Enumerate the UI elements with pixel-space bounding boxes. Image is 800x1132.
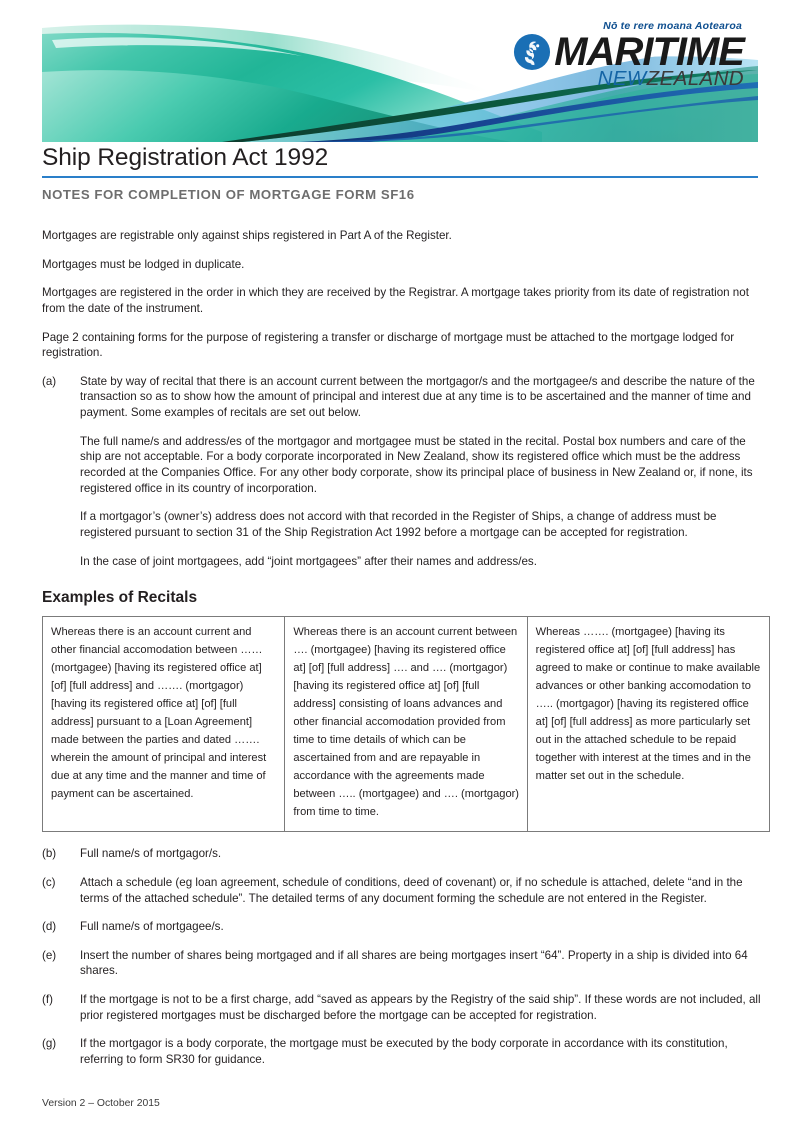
list-paragraph: Full name/s of mortgagee/s.	[80, 920, 224, 934]
recital-example-cell-1: Whereas there is an account current and other financial accomodation between …… (mortgagee) [having its registered office at] [of] [full address] and ……. (mortgagor) [having its registered office at] [of] [full address] pursuant to a [Loan Agreement] made between the parties and dated ……. wherein the amount of principal and interest due at any time and the manner and time of payment can be ascertained.	[43, 617, 285, 832]
list-item-b	[42, 846, 770, 862]
logo-sub-zealand: ZEALAND	[646, 67, 744, 90]
page-title: Ship Registration Act 1992	[42, 144, 329, 171]
list-paragraph: If the mortgage is not to be a first charge, add “saved as appears by the Registry of the said ship”. If these words are not included, all prior registered mortgages must be discharged before the mortgage can be accepted for registration.	[80, 993, 761, 1022]
intro-paragraph: Page 2 containing forms for the purpose of registering a transfer or discharge of mortgage must be attached to the mortgage lodged for registration.	[42, 330, 735, 360]
logo-tagline: Nō te rere moana Aotearoa	[603, 20, 742, 32]
list-item-f	[42, 992, 770, 1023]
intro-paragraph: Mortgages are registered in the order in which they are received by the Registrar. A mortgage takes priority from its date of registration not from the date of the instrument.	[42, 286, 749, 315]
recital-example-cell-2: Whereas there is an account current between …. (mortgagee) [having its registered office at] [of] [full address] …. and …. (mortgagor) [having its registered office at] [of] [full address] consisting of loans advances and other financial accomodation provided from time to time details of which can be ascertained from and are repayable in accordance with the agreements made between ….. (mortgagee) and …. (mortgagor) from time to time.	[285, 617, 527, 832]
intro-paragraph: Mortgages must be lodged in duplicate.	[42, 257, 245, 271]
list-marker: (d)	[42, 920, 57, 934]
logo-wordmark: MARITIME	[554, 29, 744, 74]
list-item-d	[42, 919, 770, 935]
header-banner	[42, 20, 758, 142]
list-paragraph: The full name/s and address/es of the mortgagor and mortgagee must be stated in the recital. Postal box numbers and care of the ship are not acceptable. For a body corporate incorporated in New Zealand, show its registered office which must be the address recorded at the Companies Office. For any other body corporate, show its principal place of business in New Zealand or, if none, its registered office in its country of incorporation.	[80, 434, 753, 495]
list-marker: (c)	[42, 875, 56, 889]
list-paragraph: State by way of recital that there is an account current between the mortgagor/s and the mortgagee/s and describe the nature of the transaction so as to show how the amount of principal and interest due at any time is to be ascertained and the manner of time and payment. Some examples of recitals are set out below.	[80, 374, 755, 420]
list-item-e	[42, 948, 770, 979]
document-title-block	[42, 142, 758, 202]
list-marker: (g)	[42, 1037, 57, 1051]
list-marker: (a)	[42, 374, 57, 388]
footer-version: Version 2 – October 2015	[42, 1098, 160, 1109]
list-item-c	[42, 875, 770, 906]
list-item-g	[42, 1036, 770, 1067]
list-paragraph: If the mortgagor is a body corporate, the mortgage must be executed by the body corporate in accordance with its constitution, referring to form SR30 for guidance.	[80, 1037, 728, 1067]
recitals-examples-table	[42, 616, 770, 832]
intro-paragraph: Mortgages are registrable only against ships registered in Part A of the Register.	[42, 229, 452, 242]
document-body	[42, 228, 770, 1081]
table-row	[43, 617, 770, 832]
list-paragraph: In the case of joint mortgagees, add “joint mortgagees” after their names and address/es.	[80, 554, 537, 568]
list-paragraph: Attach a schedule (eg loan agreement, schedule of conditions, deed of covenant) or, if no schedule is attached, delete “and in the terms of the attached schedule”. The detailed terms of any document forming the schedule are not entered in the Register.	[80, 875, 743, 905]
list-marker: (e)	[42, 948, 57, 962]
list-item-a	[42, 374, 770, 569]
recital-example-cell-3: Whereas ……. (mortgagee) [having its registered office at] [of] [full address] has agreed to make or continue to make available advances or other banking accomodation to ….. (mortgagor) [having its registered office at] [of] [full address] as more particularly set out in the attached schedule to be repaid together with interest at the times and in the matter set out in the schedule.	[527, 617, 769, 832]
section-heading-recitals: Examples of Recitals	[42, 589, 198, 607]
maritime-nz-logo	[513, 20, 744, 91]
maritime-seahorse-logo-icon	[513, 33, 551, 71]
list-marker: (f)	[42, 993, 53, 1007]
list-paragraph: Insert the number of shares being mortgaged and if all shares are being mortgages insert “64”. Property in a ship is divided into 64 shares.	[80, 948, 748, 978]
list-paragraph: If a mortgagor’s (owner’s) address does not accord with that recorded in the Register of Ships, a change of address must be registered pursuant to section 31 of the Ship Registration Act 1992 before a mortgage can be accepted for registration.	[80, 510, 717, 539]
logo-sub-new: NEW	[597, 67, 647, 90]
list-paragraph: Full name/s of mortgagor/s.	[80, 847, 222, 861]
list-marker: (b)	[42, 847, 57, 861]
page-subtitle: NOTES FOR COMPLETION OF MORTGAGE FORM SF16	[42, 186, 415, 202]
title-divider	[42, 176, 758, 178]
